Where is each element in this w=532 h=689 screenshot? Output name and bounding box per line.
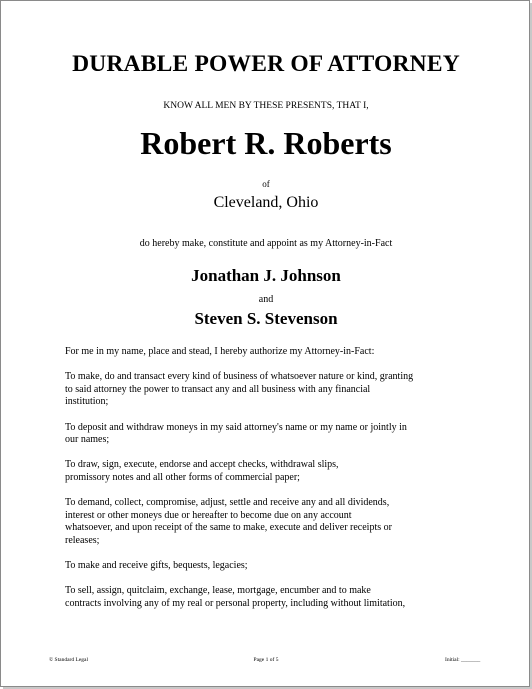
- body-paragraph: To deposit and withdraw moneys in my said attorney's name or my name or jointly in our names;: [65, 421, 407, 446]
- body-paragraph: To make, do and transact every kind of business of whatsoever nature or kind, granting to said attorney the power to transact any and all business with any financial institution;: [65, 371, 414, 408]
- document-body: [65, 346, 475, 623]
- footer-copyright: © Standard Legal: [49, 657, 88, 663]
- preamble-text: KNOW ALL MEN BY THESE PRESENTS, THAT I,: [163, 101, 369, 111]
- document-title: DURABLE POWER OF ATTORNEY: [72, 51, 460, 77]
- body-paragraph: To draw, sign, execute, endorse and accept checks, withdrawal slips, promissory notes and all other forms of commercial paper;: [65, 459, 339, 483]
- agent-name-1: Jonathan J. Johnson: [191, 266, 341, 285]
- agent-name-2: Steven S. Stevenson: [194, 309, 338, 328]
- body-paragraph: To make and receive gifts, bequests, legacies;: [65, 560, 248, 572]
- footer-initial: Initial: _______: [445, 657, 481, 663]
- appointment-text: do hereby make, constitute and appoint as my Attorney-in-Fact: [139, 238, 393, 249]
- of-label: of: [262, 179, 270, 189]
- body-paragraph: To sell, assign, quitclaim, exchange, lease, mortgage, encumber and to make contracts involving any of my real or personal property, including without limitation,: [65, 585, 406, 609]
- principal-name: Robert R. Roberts: [140, 125, 392, 161]
- footer-page-number: Page 1 of 5: [253, 657, 279, 663]
- body-paragraph: To demand, collect, compromise, adjust, settle and receive any and all dividends, interest or other moneys due or hereafter to become due on any account whatsoever, and upon receipt of the same to make, execute and deliver receipts or releases;: [65, 497, 392, 546]
- and-label: and: [258, 294, 274, 305]
- principal-location: Cleveland, Ohio: [213, 194, 319, 211]
- body-paragraph: For me in my name, place and stead, I hereby authorize my Attorney-in-Fact:: [65, 346, 375, 357]
